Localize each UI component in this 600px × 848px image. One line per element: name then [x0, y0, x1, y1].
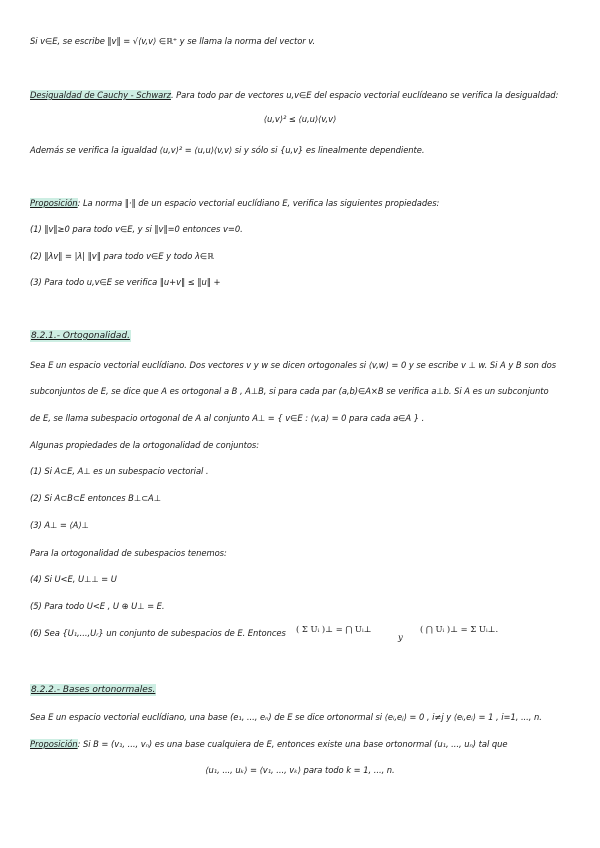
orth-property-6: (6) Sea {U₁,...,Uᵣ} un conjunto de subespacios de E. Entonces — [30, 628, 286, 638]
property-3: (3) Para todo u,v∈E se verifica ‖u+v‖ ≤ ‖u‖ + — [30, 277, 221, 287]
proposition-line — [30, 198, 578, 209]
cauchy-schwarz-text: . Para todo par de vectores u,v∈E del espacio vectorial euclídeano se verifica la desigualdad: — [170, 90, 559, 100]
gram-schmidt-formula: ⟨u₁, ..., uₖ⟩ = ⟨v₁, ..., vₖ⟩ para todo k = 1, ..., n. — [205, 765, 395, 775]
section-heading-orthogonality: 8.2.1.- Ortogonalidad. — [31, 331, 130, 341]
cauchy-schwarz-label: Desigualdad de Cauchy - Schwarz — [30, 90, 171, 100]
proposition-label-2: Proposición — [30, 739, 78, 749]
formula-intersection-orthogonal: ( ⋂ Uᵢ )⊥ = Σ Uᵢ⊥. — [420, 624, 499, 634]
proposition-label: Proposición — [30, 198, 78, 208]
orth-property-1: (1) Si A⊂E, A⊥ es un subespacio vectorial . — [30, 466, 209, 476]
orth-property-5: (5) Para todo U<E , U ⊕ U⊥ = E. — [30, 601, 165, 611]
orthogonality-properties-intro: Algunas propiedades de la ortogonalidad de conjuntos: — [30, 440, 260, 450]
proposition-text: : La norma ‖·‖ de un espacio vectorial euclídiano E, verifica las siguientes propiedades: — [77, 198, 440, 208]
subspace-intro: Para la ortogonalidad de subespacios tenemos: — [30, 548, 227, 558]
orth-property-4: (4) Si U<E, U⊥⊥ = U — [30, 574, 117, 584]
orthogonality-def-1: Sea E un espacio vectorial euclídiano. Dos vectores v y w se dicen ortogonales si ⟨v,w⟩ = 0 y se escribe v ⊥ w. Si A y B son dos — [30, 360, 557, 370]
formula-sum-orthogonal: ( Σ Uᵢ )⊥ = ⋂ Uᵢ⊥ — [296, 624, 372, 634]
formula-connector: y — [398, 632, 403, 642]
orthogonality-def-2: subconjuntos de E, se dice que A es ortogonal a B , A⊥B, si para cada par (a,b)∈A×B se verifica a⊥b. Si A es un subconjunto — [30, 386, 549, 396]
orth-property-3: (3) A⊥ = ⟨A⟩⊥ — [30, 520, 89, 530]
property-1: (1) ‖v‖≥0 para todo v∈E, y si ‖v‖=0 entonces v=0. — [30, 224, 243, 234]
gram-schmidt-line — [30, 739, 578, 750]
property-2: (2) ‖λv‖ = |λ| ‖v‖ para todo v∈E y todo λ∈ℝ — [30, 251, 214, 261]
norm-definition: Si v∈E, se escribe ‖v‖ = √⟨v,v⟩ ∈ℝ⁺ y se llama la norma del vector v. — [30, 36, 316, 46]
cauchy-schwarz-line — [30, 90, 578, 101]
orthogonality-def-3: de E, se llama subespacio ortogonal de A al conjunto A⊥ = { v∈E : ⟨v,a⟩ = 0 para cada a∈A } . — [30, 413, 425, 423]
cauchy-schwarz-formula: ⟨u,v⟩² ≤ ⟨u,u⟩⟨v,v⟩ — [263, 114, 337, 124]
orth-property-2: (2) Si A⊂B⊂E entonces B⊥⊂A⊥ — [30, 493, 161, 503]
orthonormal-def: Sea E un espacio vectorial euclídiano, una base (e₁, ..., eₙ) de E se dice ortonormal si ⟨eᵢ,eⱼ⟩ = 0 , i≠j y ⟨eᵢ,eᵢ⟩ = 1 , i=1, ..., n. — [30, 712, 542, 722]
section-heading-orthonormal: 8.2.2.- Bases ortonormales. — [31, 685, 156, 695]
equality-condition: Además se verifica la igualdad ⟨u,v⟩² = ⟨u,u⟩⟨v,v⟩ si y sólo si {u,v} es linealmente dependiente. — [30, 145, 425, 155]
gram-schmidt-text: : Si B = (v₁, ..., vₙ) es una base cualquiera de E, entonces existe una base ortonormal (u₁, ..., uₙ) tal que — [77, 739, 508, 749]
